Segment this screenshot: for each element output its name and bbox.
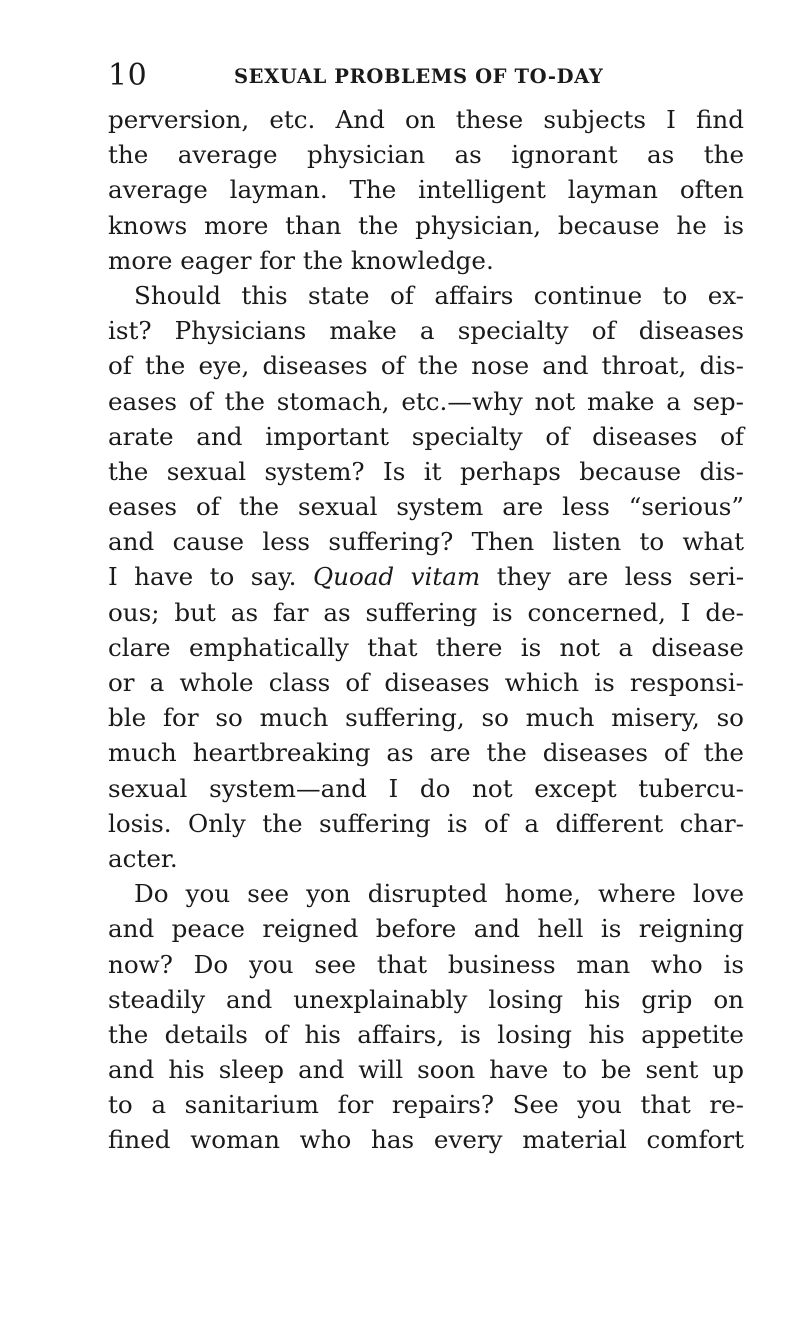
- text-line: and cause less suffering? Then listen to what: [108, 527, 744, 557]
- text-line: Do you see yon disrupted home, where love: [134, 879, 744, 909]
- text-run: I have to say.: [108, 562, 313, 592]
- text-line: steadily and unexplainably losing his grip on: [108, 984, 744, 1014]
- text-line: acter.: [108, 843, 178, 873]
- text-line: ist? Physicians make a specialty of diseases: [108, 316, 744, 346]
- text-line: and peace reigned before and hell is reigning: [108, 914, 744, 944]
- text-line: much heartbreaking as are the diseases of the: [108, 738, 744, 768]
- text-line: to a sanitarium for repairs? See you that re-: [108, 1090, 744, 1120]
- text-line: the details of his affairs, is losing his appetite: [108, 1019, 744, 1049]
- text-line: ble for so much suffering, so much misery, so: [108, 703, 744, 733]
- text-line: ous; but as far as suffering is concerned, I de-: [108, 597, 744, 627]
- text-line: of the eye, diseases of the nose and throat, dis-: [108, 351, 744, 381]
- text-line: clare emphatically that there is not a disease: [108, 632, 744, 662]
- running-title: SEXUAL PROBLEMS OF TO-DAY: [234, 65, 604, 88]
- text-line: Should this state of affairs continue to ex-: [134, 280, 744, 310]
- text-line: and his sleep and will soon have to be sent up: [108, 1055, 744, 1085]
- text-line: or a whole class of diseases which is responsi-: [108, 668, 744, 697]
- page-number: 10: [108, 58, 148, 93]
- text-line: the sexual system? Is it perhaps because dis-: [108, 456, 744, 486]
- running-head: [108, 58, 744, 98]
- text-line: arate and important specialty of diseases of: [108, 421, 744, 451]
- latin-phrase: Quoad vitam: [312, 562, 481, 592]
- text-line: now? Do you see that business man who is: [108, 949, 744, 979]
- text-line: [108, 559, 744, 594]
- text-line: the average physician as ignorant as the: [108, 140, 744, 170]
- text-line: eases of the stomach, etc.—why not make a sep-: [108, 386, 744, 416]
- text-line: average layman. The intelligent layman often: [108, 175, 744, 205]
- text-line: losis. Only the suffering is of a different char-: [108, 808, 744, 838]
- text-line: fined woman who has every material comfort: [108, 1125, 744, 1155]
- text-line: eases of the sexual system are less “serious”: [108, 492, 744, 522]
- text-line: sexual system—and I do not except tubercu-: [108, 773, 744, 803]
- text-run: they are less seri-: [480, 562, 745, 592]
- text-line: more eager for the knowledge.: [108, 245, 494, 275]
- text-line: perversion, etc. And on these subjects I find: [108, 105, 744, 134]
- body-text: [108, 102, 744, 1158]
- text-line: knows more than the physician, because he is: [108, 210, 744, 240]
